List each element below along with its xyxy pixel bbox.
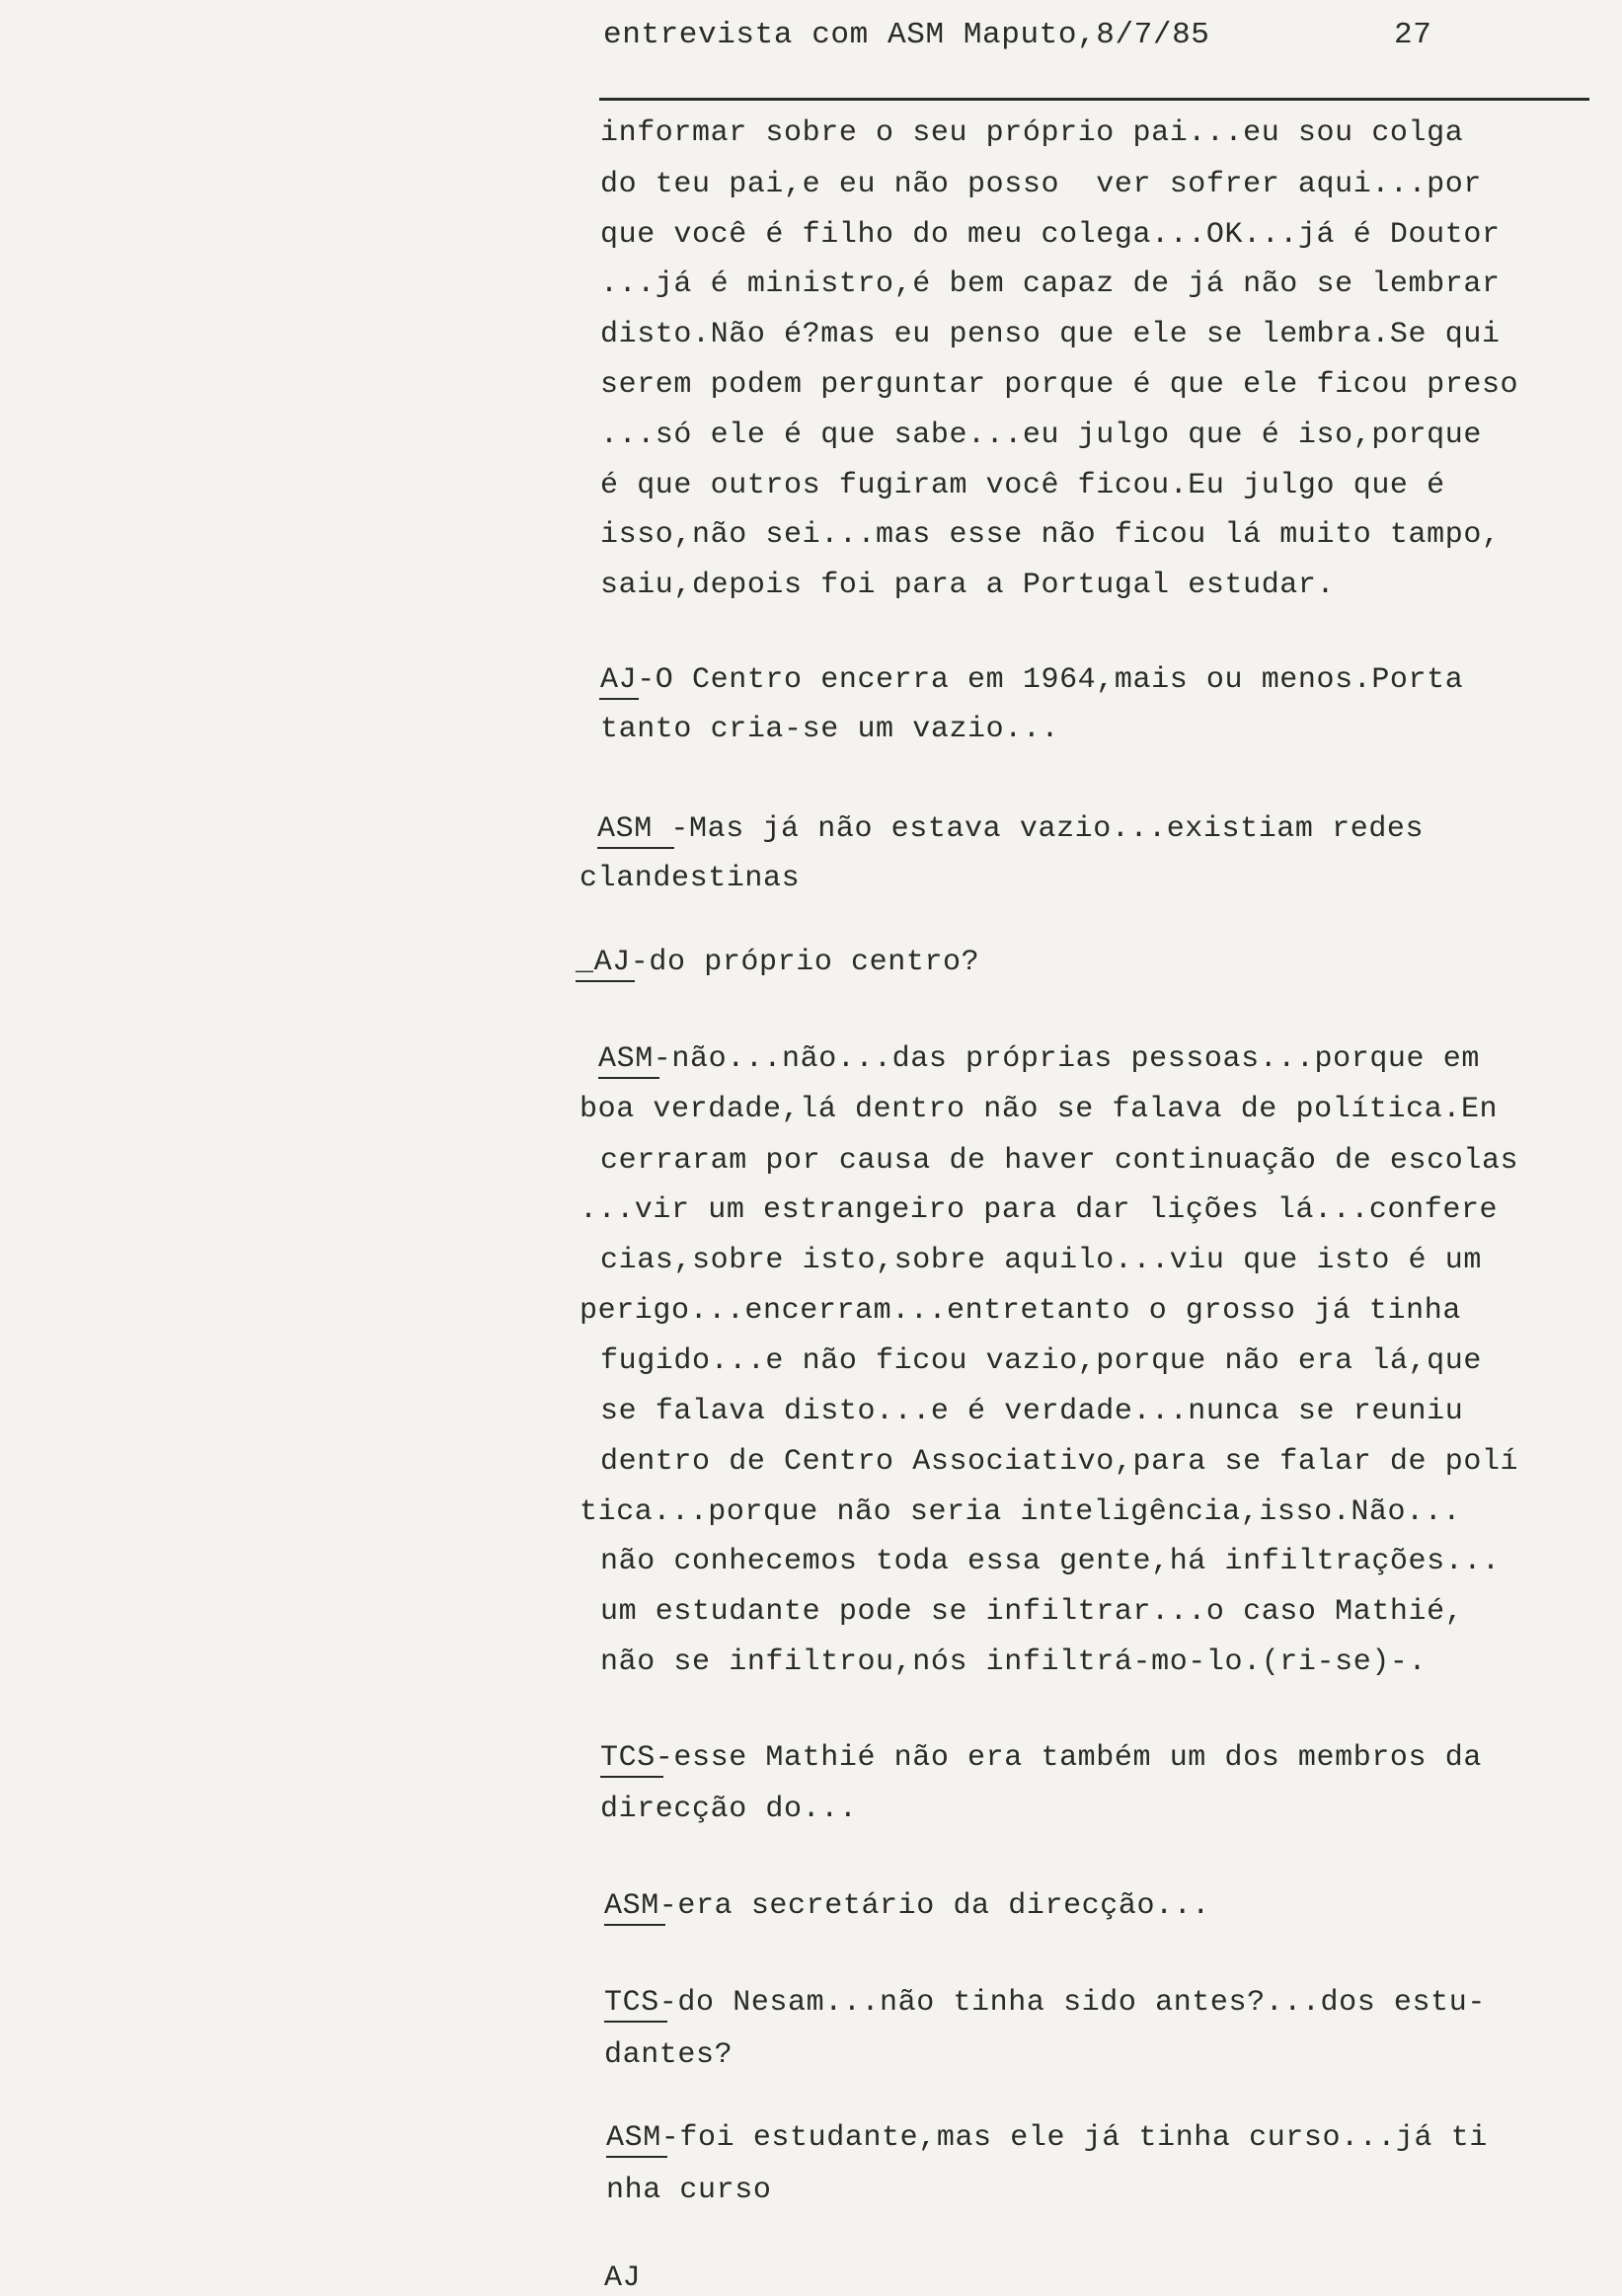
- text-line: direcção do...: [600, 1793, 858, 1826]
- text-line: não conhecemos toda essa gente,há infiltrações...: [600, 1545, 1501, 1578]
- speaker-line-asm: ASM-era secretário da direcção...: [604, 1889, 1210, 1923]
- text-line: fugido...e não ficou vazio,porque não era lá,que: [600, 1344, 1482, 1378]
- header-rule: [599, 98, 1589, 101]
- speaker-line-asm: ASM-foi estudante,mas ele já tinha curso...já ti: [606, 2121, 1488, 2155]
- speaker-underline: [576, 980, 635, 982]
- text-line: cerraram por causa de haver continuação de escolas: [600, 1144, 1519, 1178]
- text-line: nha curso: [606, 2174, 772, 2207]
- speaker-underline: [600, 1776, 663, 1778]
- speaker-line-asm: ASM-não...não...das próprias pessoas...porque em: [598, 1042, 1480, 1076]
- text-line: serem podem perguntar porque é que ele ficou preso: [600, 368, 1519, 402]
- text-line: ...vir um estrangeiro para dar lições lá...confere: [579, 1193, 1499, 1227]
- speaker-underline: [599, 698, 639, 700]
- speaker-line-tcs: TCS-esse Mathié não era também um dos membros da: [600, 1741, 1482, 1775]
- speaker-underline: [598, 1077, 659, 1079]
- text-line: um estudante pode se infiltrar...o caso Mathié,: [600, 1595, 1464, 1629]
- text-line: do teu pai,e eu não posso ver sofrer aqui...por: [600, 168, 1482, 201]
- text-line: perigo...encerram...entretanto o grosso já tinha: [579, 1294, 1461, 1328]
- text-line: cias,sobre isto,sobre aquilo...viu que isto é um: [600, 1244, 1482, 1277]
- speaker-line-asm: ASM -Mas já não estava vazio...existiam redes: [597, 812, 1425, 846]
- text-line: isso,não sei...mas esse não ficou lá muito tampo,: [600, 518, 1501, 552]
- text-line: informar sobre o seu próprio pai...eu sou colga: [600, 116, 1464, 150]
- text-line: dantes?: [604, 2038, 734, 2072]
- speaker-line-aj: AJ-O Centro encerra em 1964,mais ou menos.Porta: [600, 663, 1464, 697]
- text-line: ...só ele é que sabe...eu julgo que é iso,porque: [600, 419, 1482, 452]
- speaker-underline: [604, 2021, 667, 2023]
- speaker-underline: [597, 847, 674, 849]
- speaker-line-aj: _AJ-do próprio centro?: [576, 946, 980, 979]
- text-line: disto.Não é?mas eu penso que ele se lembra.Se qui: [600, 318, 1501, 351]
- text-line: se falava disto...e é verdade...nunca se reuniu: [600, 1395, 1464, 1428]
- text-line: é que outros fugiram você ficou.Eu julgo que é: [600, 469, 1445, 502]
- text-line: boa verdade,lá dentro não se falava de política.En: [579, 1093, 1499, 1126]
- speaker-line-aj: AJ: [604, 2261, 642, 2295]
- page-number: 27: [1394, 18, 1432, 52]
- text-line: saiu,depois foi para a Portugal estudar.: [600, 569, 1336, 602]
- speaker-underline: [606, 2156, 667, 2158]
- page-header-title: entrevista com ASM Maputo,8/7/85: [603, 18, 1210, 52]
- speaker-underline: [604, 1924, 665, 1926]
- speaker-line-tcs: TCS-do Nesam...não tinha sido antes?...dos estu-: [604, 1986, 1486, 2020]
- text-line: dentro de Centro Associativo,para se falar de polí: [600, 1445, 1519, 1479]
- text-line: ...já é ministro,é bem capaz de já não se lembrar: [600, 268, 1501, 301]
- text-line: tanto cria-se um vazio...: [600, 713, 1060, 746]
- text-line: que você é filho do meu colega...OK...já é Doutor: [600, 218, 1501, 252]
- text-line: clandestinas: [579, 862, 801, 895]
- text-line: tica...porque não seria inteligência,isso.Não...: [579, 1495, 1461, 1529]
- text-line: não se infiltrou,nós infiltrá-mo-lo.(ri-se)-.: [600, 1645, 1428, 1679]
